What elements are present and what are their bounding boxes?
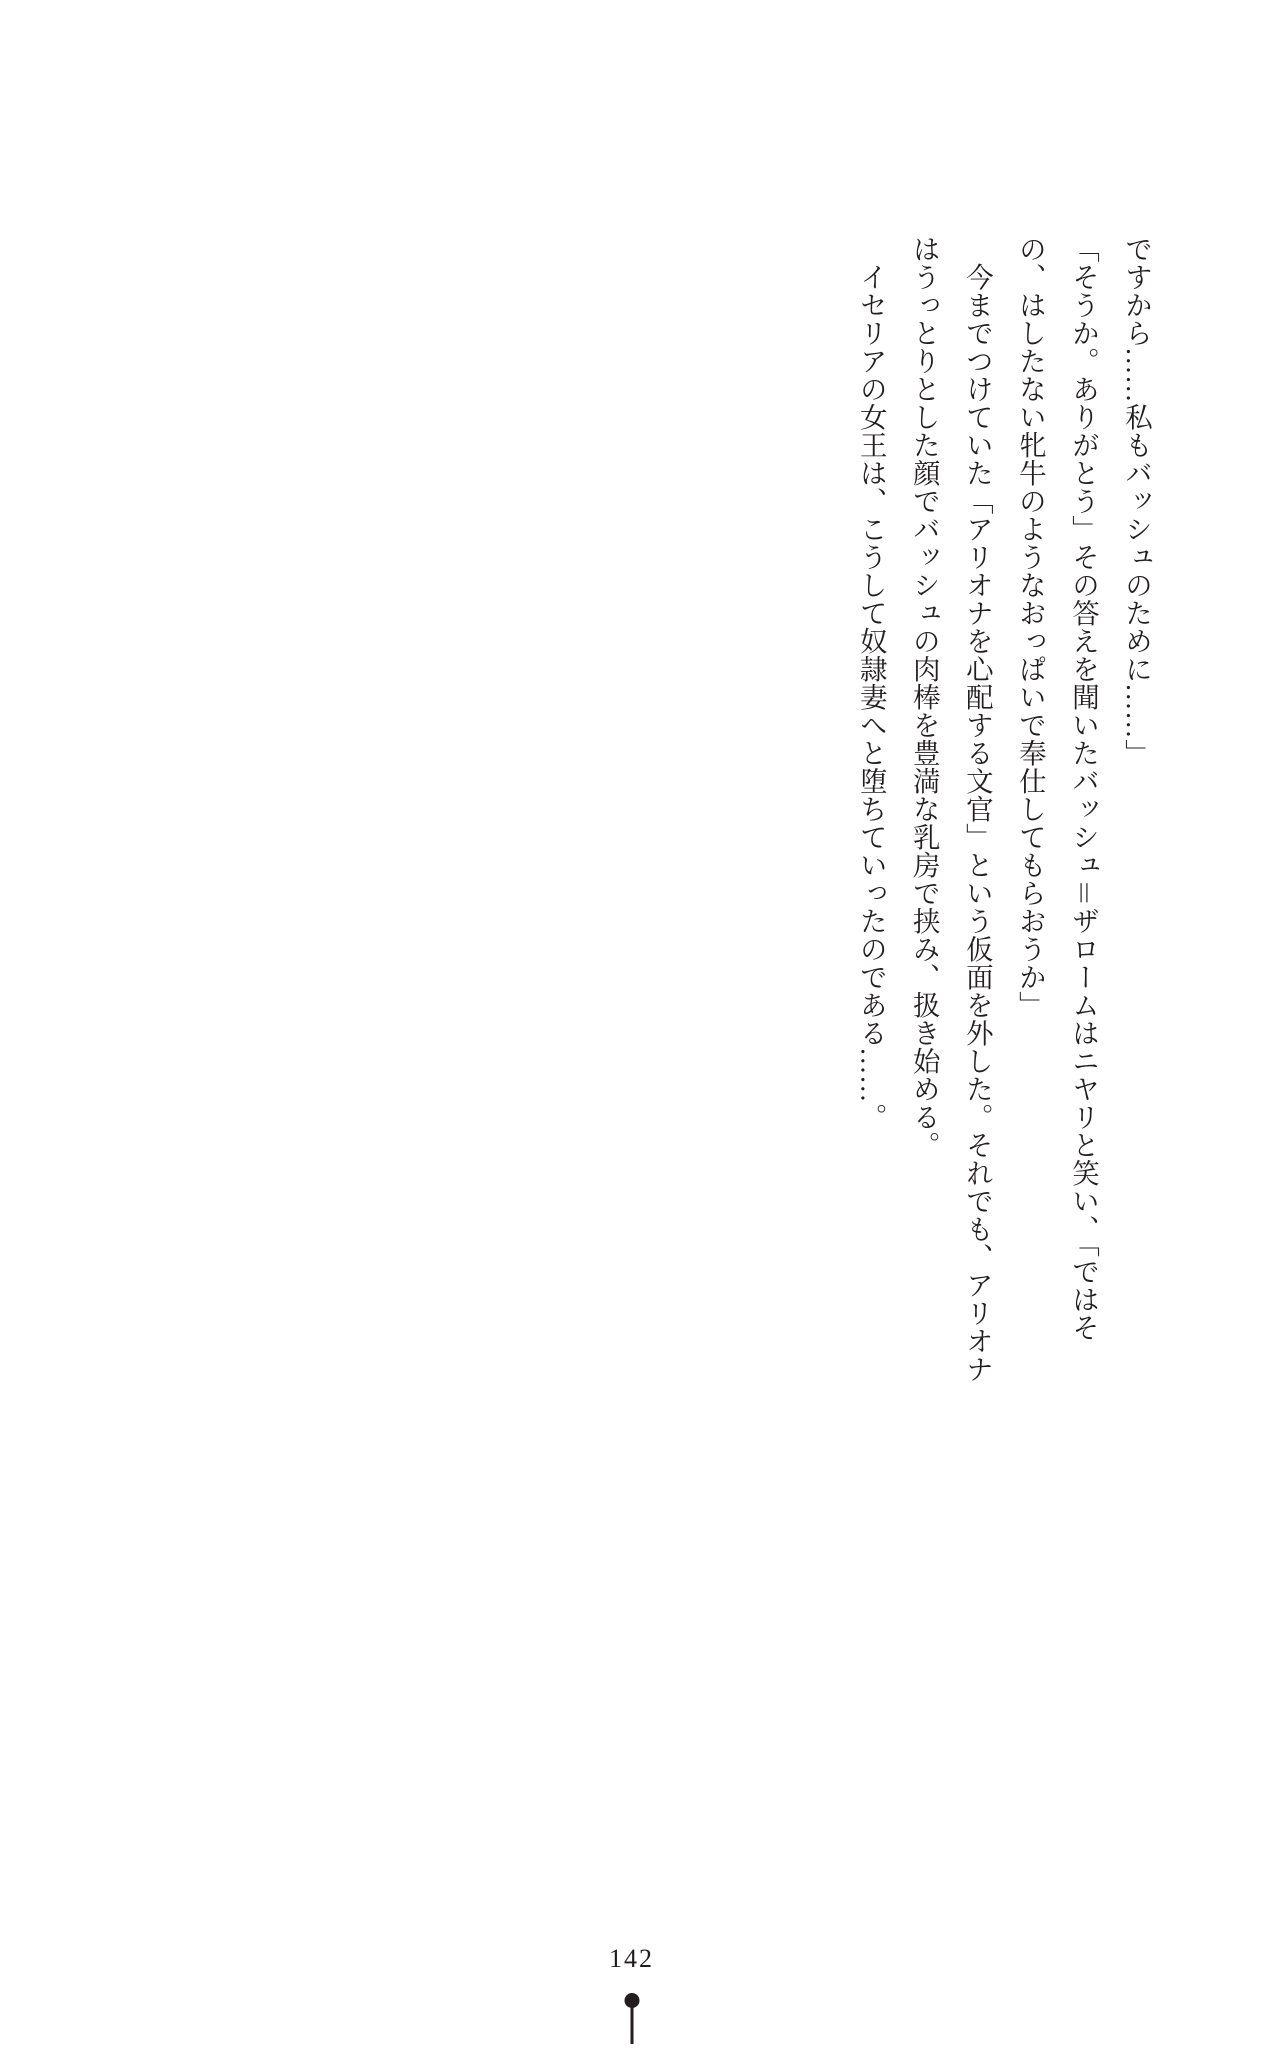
paragraph: 「そうか。ありがとう」その答えを聞いたバッシュ＝ザロームはニヤリと笑い、「ではその、はしたない牝牛のようなおっぱいで奉仕してもらおうか」 bbox=[1014, 235, 1099, 1342]
page-number: 142 bbox=[609, 1944, 654, 1973]
body-text-vertical bbox=[845, 235, 1163, 1385]
paragraph: ですから……私もバッシュのために……」 bbox=[1121, 235, 1152, 767]
page-footer bbox=[0, 1886, 1263, 2066]
footer-rule-ornament bbox=[630, 1996, 633, 2044]
paragraph: 今までつけていた「アリオナを心配する文官」という仮面を外した。それでも、アリオナはうっとりとした顔でバッシュの肉棒を豊満な乳房で挟み、扱き始める。 bbox=[908, 235, 993, 1383]
paragraph: イセリアの女王は、こうして奴隷妻へと堕ちていったのである……。 bbox=[855, 262, 887, 1131]
